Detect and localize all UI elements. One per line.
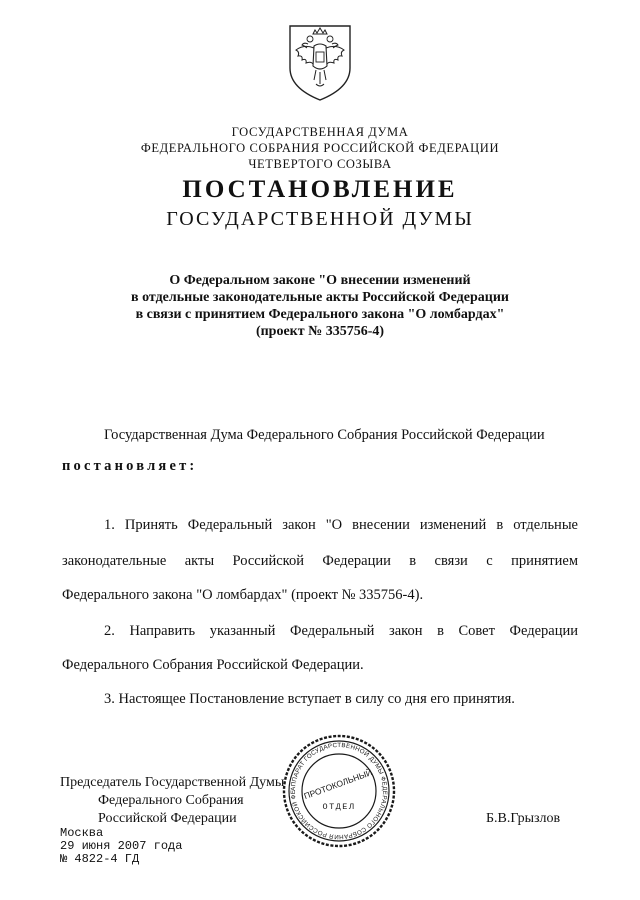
signatory-name: Б.В.Грызлов — [486, 811, 561, 826]
subject-line-3: в связи с принятием Федерального закона "О ломбардах" — [135, 307, 505, 322]
item-3: 3. Настоящее Постановление вступает в силу со дня его принятия. — [104, 691, 515, 707]
footer-city: Москва — [60, 826, 104, 840]
subject-line-4: (проект № 335756-4) — [255, 324, 385, 339]
org-line-federal-assembly: ФЕДЕРАЛЬНОГО СОБРАНИЯ РОССИЙСКОЙ ФЕДЕРАЦИИ — [140, 141, 500, 155]
signatory-title-line-3: Российской Федерации — [98, 811, 237, 826]
item-1-line-3: Федерального закона "О ломбардах" (проект № 335756-4). — [62, 587, 424, 603]
preamble: Государственная Дума Федерального Собрания Российской Федерации — [104, 427, 545, 443]
seal-bottom-text: ОТДЕЛ — [322, 802, 356, 812]
footer-doc-number: № 4822-4 ГД — [60, 852, 140, 866]
subject-line-2: в отдельные законодательные акты Российской Федерации — [131, 290, 509, 305]
document-type-title: ПОСТАНОВЛЕНИЕ — [182, 176, 458, 203]
seal-center-text: ПРОТОКОЛЬНЫЙ — [302, 767, 374, 802]
seal-ring-text: АППАРАТ ГОСУДАРСТВЕННОЙ ДУМЫ ФЕДЕРАЛЬНОГО СОБРАНИЯ РОССИЙСКОЙ ФЕ — [289, 741, 389, 841]
item-2-line-2: Федерального Собрания Российской Федерации. — [62, 657, 364, 673]
coat-of-arms-icon — [286, 22, 354, 102]
official-seal — [281, 733, 397, 849]
resolves-word: постановляет: — [62, 458, 198, 474]
item-2-line-1: 2. Направить указанный Федеральный закон в Совет Федерации — [104, 623, 578, 639]
footer-date: 29 июня 2007 года — [60, 839, 183, 853]
signatory-title-line-1: Председатель Государственной Думы — [60, 775, 285, 790]
item-1-line-2: законодательные акты Российской Федерации в связи с принятием — [62, 553, 578, 569]
subject-line-1: О Федеральном законе "О внесении изменений — [169, 273, 471, 288]
document-issuer-title: ГОСУДАРСТВЕННОЙ ДУМЫ — [166, 208, 474, 230]
org-line-convocation: ЧЕТВЕРТОГО СОЗЫВА — [248, 157, 392, 171]
signatory-title-line-2: Федерального Собрания — [98, 793, 244, 808]
coat-of-arms-emblem — [286, 22, 354, 102]
item-1-line-1: 1. Принять Федеральный закон "О внесении изменений в отдельные — [104, 517, 578, 533]
org-line-duma: ГОСУДАРСТВЕННАЯ ДУМА — [231, 125, 409, 139]
official-round-seal-icon — [281, 733, 397, 849]
